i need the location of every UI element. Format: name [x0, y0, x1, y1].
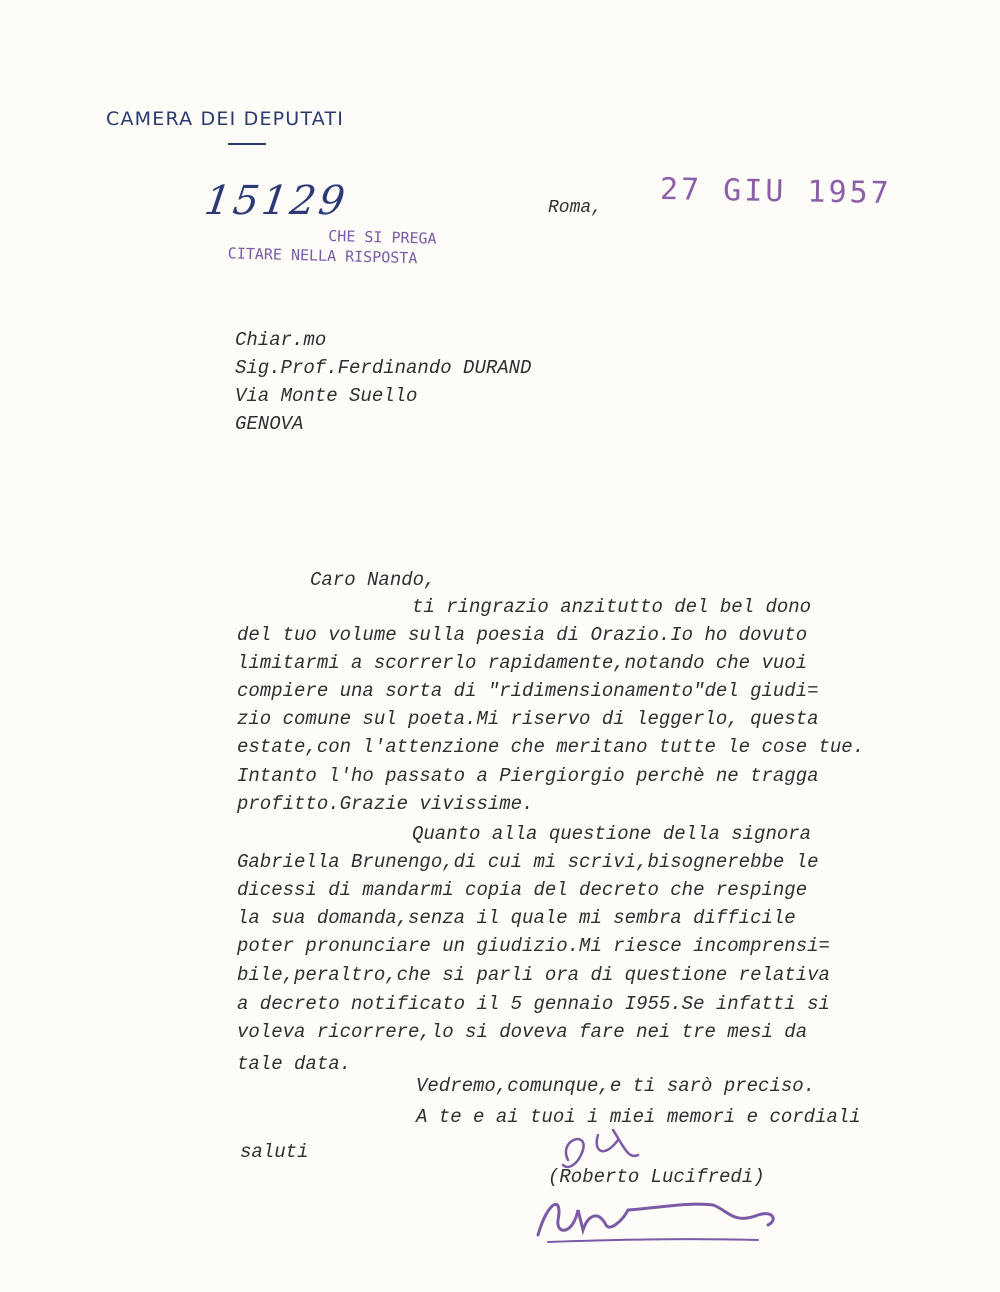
body-line: Quanto alla questione della signora — [412, 823, 812, 845]
body-line: A te e ai tuoi i miei memori e cordiali — [416, 1106, 861, 1128]
body-line: tale data. — [237, 1053, 352, 1075]
body-line: Gabriella Brunengo,di cui mi scrivi,bisognerebbe le — [237, 851, 819, 873]
protocol-stamp-line1: CHE SI PREGA — [328, 226, 437, 248]
body-line: voleva ricorrere,lo si doveva fare nei tre mesi da — [237, 1021, 808, 1043]
body-line: profitto.Grazie vivissime. — [237, 793, 534, 815]
body-line: compiere una sorta di "ridimensionamento"del giudi= — [237, 680, 819, 702]
body-line: saluti — [240, 1141, 309, 1163]
body-line: estate,con l'attenzione che meritano tutte le cose tue. — [237, 736, 865, 758]
body-line: ti ringrazio anzitutto del bel dono — [412, 596, 812, 618]
body-line: Vedremo,comunque,e ti sarò preciso. — [416, 1075, 816, 1097]
protocol-number: 15129 — [201, 178, 351, 224]
place: Roma, — [548, 198, 603, 218]
recipient-line: GENOVA — [235, 413, 304, 435]
handwritten-signature — [528, 1180, 788, 1250]
body-line: poter pronunciare un giudizio.Mi riesce incomprensi= — [237, 935, 830, 957]
signatory-name: (Roberto Lucifredi) — [548, 1166, 765, 1188]
protocol-stamp-line2: CITARE NELLA RISPOSTA — [227, 244, 418, 268]
protocol-stamp — [228, 223, 437, 268]
body-line: limitarmi a scorrerlo rapidamente,notando che vuoi — [237, 652, 808, 674]
body-line: del tuo volume sulla poesia di Orazio.Io ho dovuto — [237, 624, 808, 646]
recipient-line: Via Monte Suello — [235, 385, 418, 407]
letterhead-rule — [228, 143, 266, 145]
recipient-line: Chiar.mo — [235, 329, 327, 351]
body-line: bile,peraltro,che si parli ora di questione relativa — [237, 964, 830, 986]
body-line: la sua domanda,senza il quale mi sembra difficile — [237, 907, 796, 929]
letterhead: CAMERA DEI DEPUTATI — [106, 108, 345, 130]
body-line: Intanto l'ho passato a Piergiorgio perchè ne tragga — [237, 765, 819, 787]
body-line: Caro Nando, — [310, 569, 436, 591]
body-line: a decreto notificato il 5 gennaio I955.Se infatti si — [237, 993, 830, 1015]
recipient-line: Sig.Prof.Ferdinando DURAND — [235, 357, 532, 379]
body-line: dicessi di mandarmi copia del decreto che respinge — [237, 879, 808, 901]
date-stamp: 27 GIU 1957 — [659, 171, 892, 212]
body-line: zio comune sul poeta.Mi riservo di leggerlo, questa — [237, 708, 819, 730]
